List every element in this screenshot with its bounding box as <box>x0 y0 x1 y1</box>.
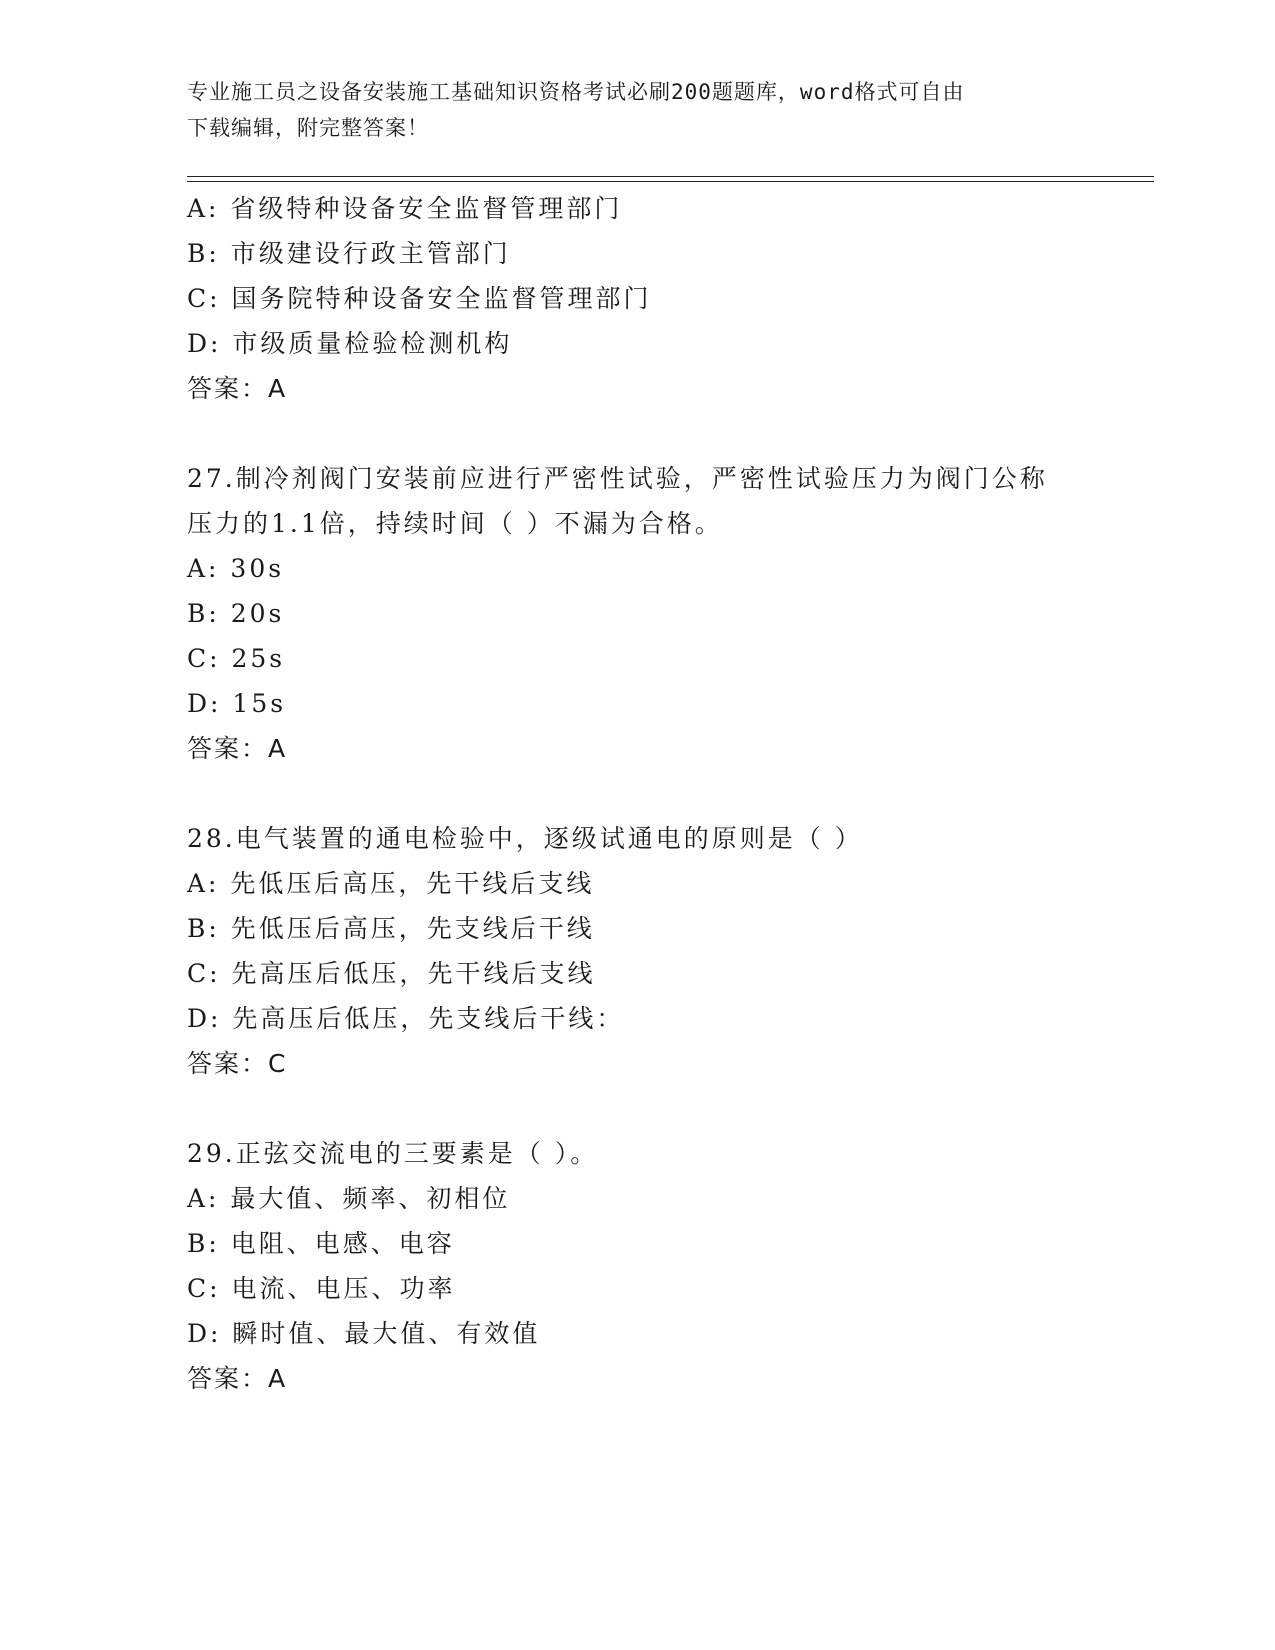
q28-stem-line-1: 28.电气装置的通电检验中，逐级试通电的原则是（ ） <box>187 824 863 853</box>
q26-option-c: C: 国务院特种设备安全监督管理部门 <box>187 284 652 313</box>
q27-stem-line-2: 压力的1.1倍，持续时间（ ）不漏为合格。 <box>187 509 723 538</box>
header-line-2: 下载编辑，附完整答案！ <box>187 116 429 140</box>
q28-option-c: C: 先高压后低压，先干线后支线 <box>187 959 596 988</box>
q29-option-b: B: 电阻、电感、电容 <box>187 1229 455 1258</box>
q29-answer: 答案：A <box>187 1364 288 1393</box>
q27-answer: 答案：A <box>187 734 288 763</box>
header-divider-top <box>187 176 1154 177</box>
q27-option-d: D: 15s <box>187 689 287 718</box>
q27-stem-line-1: 27.制冷剂阀门安装前应进行严密性试验，严密性试验压力为阀门公称 <box>187 464 1048 493</box>
q26-option-d: D: 市级质量检验检测机构 <box>187 329 513 358</box>
q26-answer: 答案：A <box>187 374 288 403</box>
q26-option-b: B: 市级建设行政主管部门 <box>187 239 511 268</box>
q27-option-c: C: 25s <box>187 644 286 673</box>
q29-option-d: D: 瞬时值、最大值、有效值 <box>187 1319 541 1348</box>
q28-option-d: D: 先高压后低压，先支线后干线： <box>187 1004 625 1033</box>
q28-option-b: B: 先低压后高压，先支线后干线 <box>187 914 595 943</box>
header-divider-bottom <box>187 181 1154 182</box>
q29-option-c: C: 电流、电压、功率 <box>187 1274 456 1303</box>
q28-answer: 答案：C <box>187 1049 288 1078</box>
q27-option-a: A: 30s <box>187 554 285 583</box>
q29-stem-line-1: 29.正弦交流电的三要素是（ ）。 <box>187 1139 599 1168</box>
header-line-1: 专业施工员之设备安装施工基础知识资格考试必刷200题题库，word格式可自由 <box>187 80 965 104</box>
q26-option-a: A: 省级特种设备安全监督管理部门 <box>187 194 623 223</box>
q29-option-a: A: 最大值、频率、初相位 <box>187 1184 511 1213</box>
q27-option-b: B: 20s <box>187 599 285 628</box>
q28-option-a: A: 先低压后高压，先干线后支线 <box>187 869 595 898</box>
document-header <box>187 74 1087 146</box>
